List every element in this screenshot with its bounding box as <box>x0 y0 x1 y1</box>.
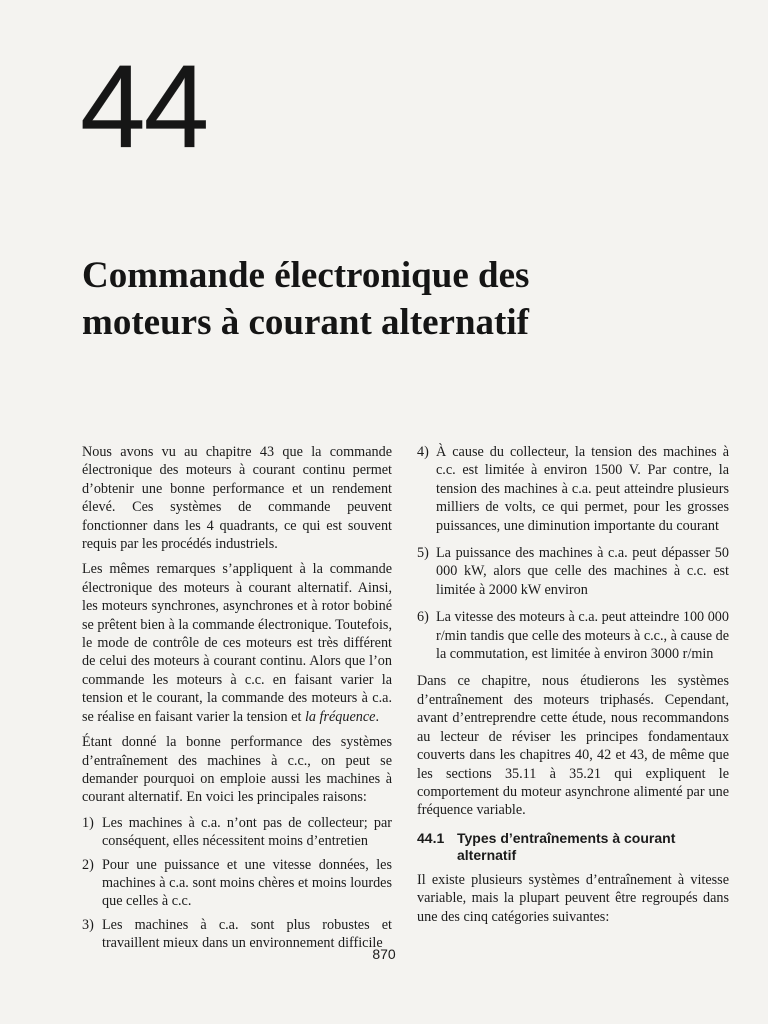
list-item-text: Les machines à c.a. n’ont pas de collecteur; par conséquent, elles nécessitent moins d’entretien <box>102 814 392 850</box>
chapter-title <box>82 252 682 346</box>
section-number: 44.1 <box>417 829 445 846</box>
reasons-intro-paragraph: Étant donné la bonne performance des systèmes d’entraînement des machines à c.c., on peut se demander pourquoi on emploie aussi les machines à courant alternatif. En voici les principales raisons: <box>82 734 392 806</box>
list-item <box>82 814 392 851</box>
chapter-title-line1: Commande électronique des <box>82 255 530 296</box>
remarks-text: Les mêmes remarques s’appliquent à la commande électronique des moteurs à courant alternatif. Ainsi, les moteurs synchrones, asynchrones et à rotor bobiné se prêtent bien à la commande électronique. Toutefois, le mode de contrôle de ces moteurs est très différent de celui des moteurs à courant continu. Alors que l’on commande les moteurs à c.c. en faisant varier la tension et le courant, la commande des moteurs à c.a. se réalise en faisant varier la tension et <box>82 561 392 725</box>
chapter-number: 44 <box>80 41 208 173</box>
list-item-number: 6) <box>417 609 429 626</box>
page-number: 870 <box>372 946 396 962</box>
right-column <box>417 443 729 933</box>
section-heading <box>417 830 729 864</box>
list-item-text: Pour une puissance et une vitesse données, les machines à c.a. sont moins chères et moins lourdes que celles à c.c. <box>102 856 392 910</box>
reasons-list-left <box>82 814 392 953</box>
chapter-title-line2: moteurs à courant alternatif <box>82 302 529 343</box>
reasons-list-right <box>417 443 729 663</box>
list-item <box>417 544 729 599</box>
list-item-text: À cause du collecteur, la tension des machines à c.c. est limitée à environ 1500 V. Par contre, la tension des machines à c.a. peut atteindre plusieurs milliers de volts, ce qui permet, pour les grosses puissances, une diminution importante du courant <box>436 444 729 534</box>
list-item-number: 1) <box>82 814 94 831</box>
list-item <box>417 608 729 663</box>
section-paragraph: Il existe plusieurs systèmes d’entraînement à vitesse variable, mais la plupart peuvent être regroupés dans une des cinq catégories suivantes: <box>417 871 729 925</box>
list-item <box>82 856 392 911</box>
list-item-text: La vitesse des moteurs à c.a. peut atteindre 100 000 r/min tandis que celle des moteurs à c.c., à cause de la commutation, est limitée à environ 3000 r/min <box>436 609 729 663</box>
intro-paragraph: Nous avons vu au chapitre 43 que la commande électronique des moteurs à courant continu permet d’obtenir une bonne performance et un rendement élevé. Ces systèmes de commande peuvent fonctionner dans les 4 quadrants, ce qui est souvent requis par les procédés industriels. <box>82 444 392 553</box>
remarks-end: . <box>375 708 380 725</box>
remarks-paragraph <box>82 560 392 726</box>
list-item-number: 5) <box>417 545 429 562</box>
list-item-number: 3) <box>82 916 94 933</box>
list-item-text: Les machines à c.a. sont plus robustes et travaillent mieux dans un environnement difficile <box>102 916 392 952</box>
chapter-plan-paragraph: Dans ce chapitre, nous étudierons les systèmes d’entraînement des moteurs triphasés. Cependant, avant d’entreprendre cette étude, nous recommandons au lecteur de réviser les principes fondamentaux couverts dans les chapitres 40, 42 et 43, de même que les sections 35.11 à 35.21 qui expliquent le comportement du moteur asynchrone alimenté par une fréquence variable. <box>417 673 729 819</box>
section-title: Types d’entraînements à courant alternatif <box>457 829 676 863</box>
list-item-number: 4) <box>417 444 429 460</box>
frequency-emphasis: la fréquence <box>304 708 376 725</box>
left-column <box>82 443 392 958</box>
list-item <box>417 443 729 535</box>
list-item-number: 2) <box>82 856 94 873</box>
list-item-text: La puissance des machines à c.a. peut dépasser 50 000 kW, alors que celle des machines à c.c. est limitée à 2000 kW environ <box>436 545 729 598</box>
